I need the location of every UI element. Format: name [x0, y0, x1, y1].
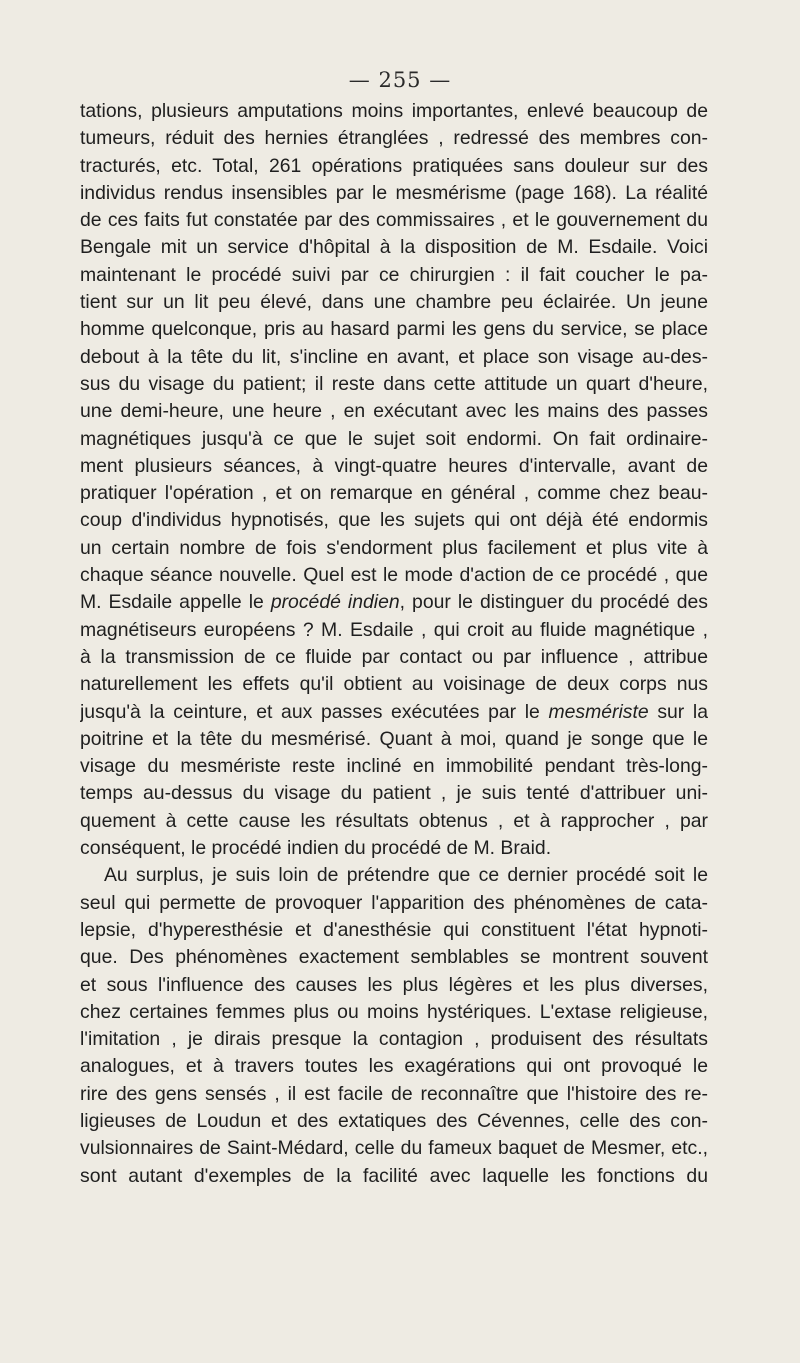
text-line: chez certaines femmes plus ou moins hystériques. L'extase religieuse, [80, 1000, 708, 1023]
text-line [80, 589, 708, 616]
body-text [80, 98, 708, 1190]
text-line: maintenant le procédé suivi par ce chirurgien : il fait coucher le pa- [80, 263, 708, 286]
italic-term: procédé indien [270, 591, 400, 614]
text-line: une demi-heure, une heure , en exécutant avec les mains des passes [80, 400, 708, 423]
text-line: debout à la tête du lit, s'incline en avant, et place son visage au-des- [80, 345, 708, 368]
text-line: naturellement les effets qu'il obtient au voisinage de deux corps nus [80, 673, 708, 696]
text-line: tient sur un lit peu élevé, dans une chambre peu éclairée. Un jeune [80, 291, 708, 314]
text-segment: M. Esdaile appelle le [80, 591, 271, 614]
text-line: un certain nombre de fois s'endorment plus facilement et plus vite à [80, 536, 708, 559]
text-line: visage du mesmériste reste incliné en immobilité pendant très-long- [80, 755, 708, 778]
text-line: que. Des phénomènes exactement semblables se montrent souvent [80, 946, 708, 969]
text-line: chaque séance nouvelle. Quel est le mode d'action de ce procédé , que [80, 564, 708, 587]
italic-term: mesmériste [548, 700, 649, 723]
text-line: ment plusieurs séances, à vingt-quatre heures d'intervalle, avant de [80, 454, 708, 477]
text-segment: jusqu'à la ceinture, et aux passes exécutées par le [80, 700, 549, 723]
text-line [80, 699, 708, 726]
text-line: lepsie, d'hyperesthésie et d'anesthésie qui constituent l'état hypnoti- [80, 918, 708, 941]
text-line: sont autant d'exemples de la facilité avec laquelle les fonctions du [80, 1164, 708, 1187]
text-line: ligieuses de Loudun et des extatiques des Cévennes, celle des con- [80, 1109, 708, 1132]
text-line: quement à cette cause les résultats obtenus , et à rapprocher , par [80, 809, 708, 832]
text-segment: sur la [648, 700, 708, 723]
text-line: vulsionnaires de Saint-Médard, celle du fameux baquet de Mesmer, etc., [80, 1137, 708, 1160]
text-line: homme quelconque, pris au hasard parmi les gens du service, se place [80, 318, 708, 341]
text-segment: , pour le distinguer du procédé des [399, 591, 708, 614]
text-line: à la transmission de ce fluide par contact ou par influence , attribue [80, 645, 708, 668]
text-line: magnétiques jusqu'à ce que le sujet soit endormi. On fait ordinaire- [80, 427, 708, 450]
text-line: pratiquer l'opération , et on remarque en général , comme chez beau- [80, 482, 708, 505]
text-line: seul qui permette de provoquer l'apparition des phénomènes de cata- [80, 891, 708, 914]
text-line: Bengale mit un service d'hôpital à la disposition de M. Esdaile. Voici [80, 236, 708, 259]
text-line: magnétiseurs européens ? M. Esdaile , qui croit au fluide magnétique , [80, 618, 708, 641]
text-line: poitrine et la tête du mesmérisé. Quant à moi, quand je songe que le [80, 727, 708, 750]
text-line: de ces faits fut constatée par des commissaires , et le gouvernement du [80, 209, 708, 232]
page-number: — 255 — [348, 68, 452, 92]
text-line: individus rendus insensibles par le mesmérisme (page 168). La réalité [80, 181, 708, 204]
text-line: Au surplus, je suis loin de prétendre que ce dernier procédé soit le [104, 864, 708, 887]
text-line: tations, plusieurs amputations moins importantes, enlevé beaucoup de [80, 100, 708, 122]
text-line: sus du visage du patient; il reste dans cette attitude un quart d'heure, [80, 372, 708, 395]
text-line: temps au-dessus du visage du patient , je suis tenté d'attribuer uni- [80, 782, 708, 805]
text-line: analogues, et à travers toutes les exagérations qui ont provoqué le [80, 1055, 708, 1078]
text-line: l'imitation , je dirais presque la contagion , produisent des résultats [80, 1028, 708, 1051]
text-line: et sous l'influence des causes les plus légères et les plus diverses, [80, 973, 708, 996]
text-line: conséquent, le procédé indien du procédé de M. Braid. [80, 837, 552, 860]
text-line: rire des gens sensés , il est facile de reconnaître que l'histoire des re- [80, 1082, 708, 1105]
text-line: coup d'individus hypnotisés, que les sujets qui ont déjà été endormis [80, 509, 708, 532]
text-line: tracturés, etc. Total, 261 opérations pratiquées sans douleur sur des [80, 154, 708, 177]
text-line: tumeurs, réduit des hernies étranglées , redressé des membres con- [80, 127, 708, 150]
